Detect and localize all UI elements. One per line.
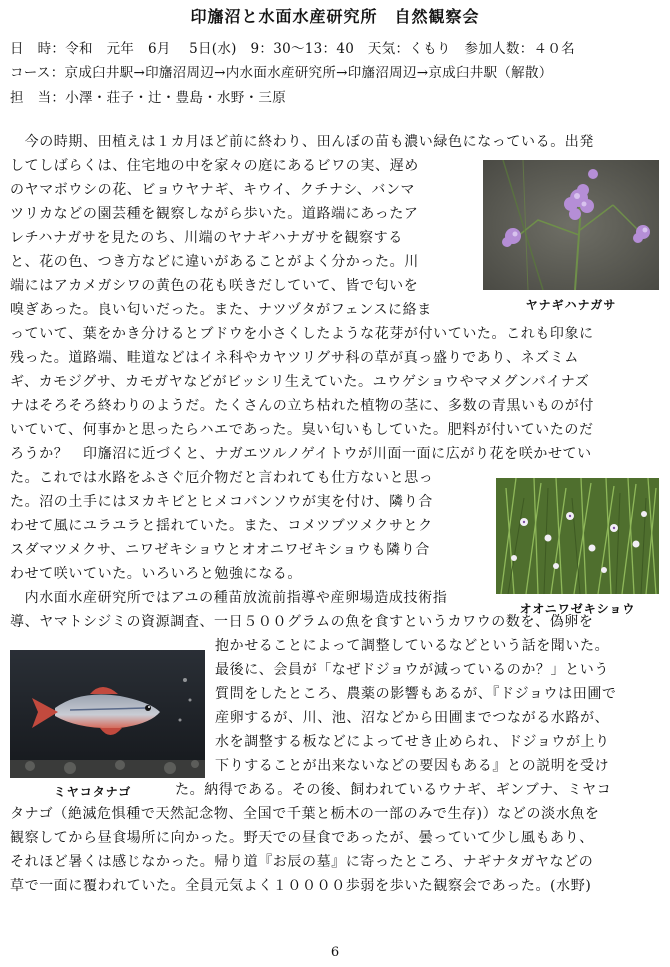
article-title: 印旛沼と水面水産研究所 自然観察会: [190, 7, 480, 26]
verbena-caption: ヤナギハナガサ: [525, 298, 617, 312]
body-line: 嗅ぎあった。良い匂いだった。また、ナツヅタがフェンスに絡ま: [10, 302, 432, 318]
body-line: いていて、何事かと思ったらハエであった。臭い匂いもしていた。肥料が付いていたのだ: [10, 422, 594, 438]
body-line: 下りすることが出来ないなどの要因もある』との説明を受け: [215, 758, 610, 774]
body-line: 今の時期、田植えは１カ月ほど前に終わり、田んぼの苗も濃い緑色になっている。出発: [10, 134, 594, 150]
body-line: 最後に、会員が「なぜドジョウが減っているのか？」という: [215, 662, 609, 678]
body-line: 内水面水産研究所ではアユの種苗放流前指導や産卵場造成技術指: [10, 590, 448, 606]
body-line: ナはそろそろ終わりのようだ。たくさんの立ち枯れた植物の茎に、多数の青黒いものが付: [10, 398, 594, 414]
body-line: わせて風にユラユラと揺れていた。また、コメツブツメクサとク: [10, 518, 433, 534]
body-line: と、花の色、つき方などに違いがあることがよく分かった。川: [10, 254, 419, 270]
body-line: わせて咲いていた。いろいろと勉強になる。: [10, 566, 302, 582]
body-line: た。沼の土手にはヌカキビとヒメコバンソウが実を付け、隣り合: [10, 494, 433, 510]
body-line: ギ、カモジグサ、カモガヤなどがビッシリ生えていた。ユウゲショウやマメグンバイナズ: [10, 374, 590, 390]
body-line: レチハナガサを見たのち、川端のヤナギハナガサを観察する: [10, 230, 403, 246]
body-line: タナゴ（絶滅危惧種で天然記念物、全国で千葉と栃木の一部のみで生存)）などの淡水魚を: [10, 806, 600, 822]
body-line: してしばらくは、住宅地の中を家々の庭にあるビワの実、遅め: [10, 158, 419, 174]
event-course: コース：京成臼井駅→印旛沼周辺→内水面水産研究所→印旛沼周辺→京成臼井駅（解散）: [10, 65, 553, 81]
body-line: 産卵するが、川、池、沼などから田圃までつながる水路が、: [215, 710, 610, 726]
body-line: のヤマボウシの花、ビョウヤナギ、キウイ、クチナシ、バンマ: [10, 182, 416, 198]
fish-caption: ミヤコタナゴ: [53, 785, 132, 799]
body-line: ツリカなどの園芸種を観察しながら歩いた。道路端にあったア: [10, 206, 419, 222]
body-line: 端にはアカメガシワの黄色の花も咲きだしていて、皆で匂いを: [10, 278, 419, 294]
body-line: それほど暑くは感じなかった。帰り道『お辰の墓』に寄ったところ、ナギナタガヤなどの: [10, 854, 594, 870]
body-line: た。これでは水路をふさぐ厄介物だと言われても仕方ないと思っ: [10, 470, 434, 486]
body-line: 導、ヤマトシジミの資源調査、一日５００グラムの魚を食すというカワウの数を、偽卵を: [10, 614, 594, 630]
event-datetime: 日 時：令和 元年 6月 5日(水) 9：30～13：40 天気：くもり 参加人数：４０名: [10, 41, 575, 57]
blue-eyed-grass-photo: [496, 478, 659, 594]
body-line: ろうか？ 印旛沼に近づくと、ナガエツルノゲイトウが川面一面に広がり花を咲かせてい: [10, 446, 592, 462]
page-number: 6: [330, 945, 340, 960]
body-line: 観察してから昼食場所に向かった。野天での昼食であったが、曇っていて少し風もあり、: [10, 830, 594, 846]
body-line: 残った。道路端、畦道などはイネ科やカヤツリグサ科の草が真っ盛りであり、ネズミム: [10, 350, 579, 366]
blue-eyed-grass-caption: オオニワゼキショウ: [519, 602, 636, 616]
body-line: スダマツメクサ、ニワゼキショウとオオニワゼキショウも隣り合: [10, 542, 430, 558]
fish-photo: [10, 650, 205, 778]
body-line: 水を調整する板などによってせき止められ、ドジョウが上り: [215, 734, 610, 750]
body-line: 抱かせることによって調整しているなどという話を聞いた。: [215, 638, 610, 654]
body-line: 質問をしたところ、農薬の影響もあるが、『ドジョウは田圃で: [215, 686, 617, 702]
body-line: っていて、葉をかき分けるとブドウを小さくしたような花芽が付いていた。これも印象に: [10, 326, 594, 342]
event-staff: 担 当：小澤・荘子・辻・豊島・水野・三原: [10, 90, 286, 106]
body-line: 草で一面に覆われていた。全員元気よく１００００歩弱を歩いた観察会であった。(水野): [10, 878, 592, 894]
verbena-photo: [483, 160, 659, 290]
body-line: た。納得である。その後、飼われているウナギ、ギンブナ、ミヤコ: [175, 782, 612, 798]
